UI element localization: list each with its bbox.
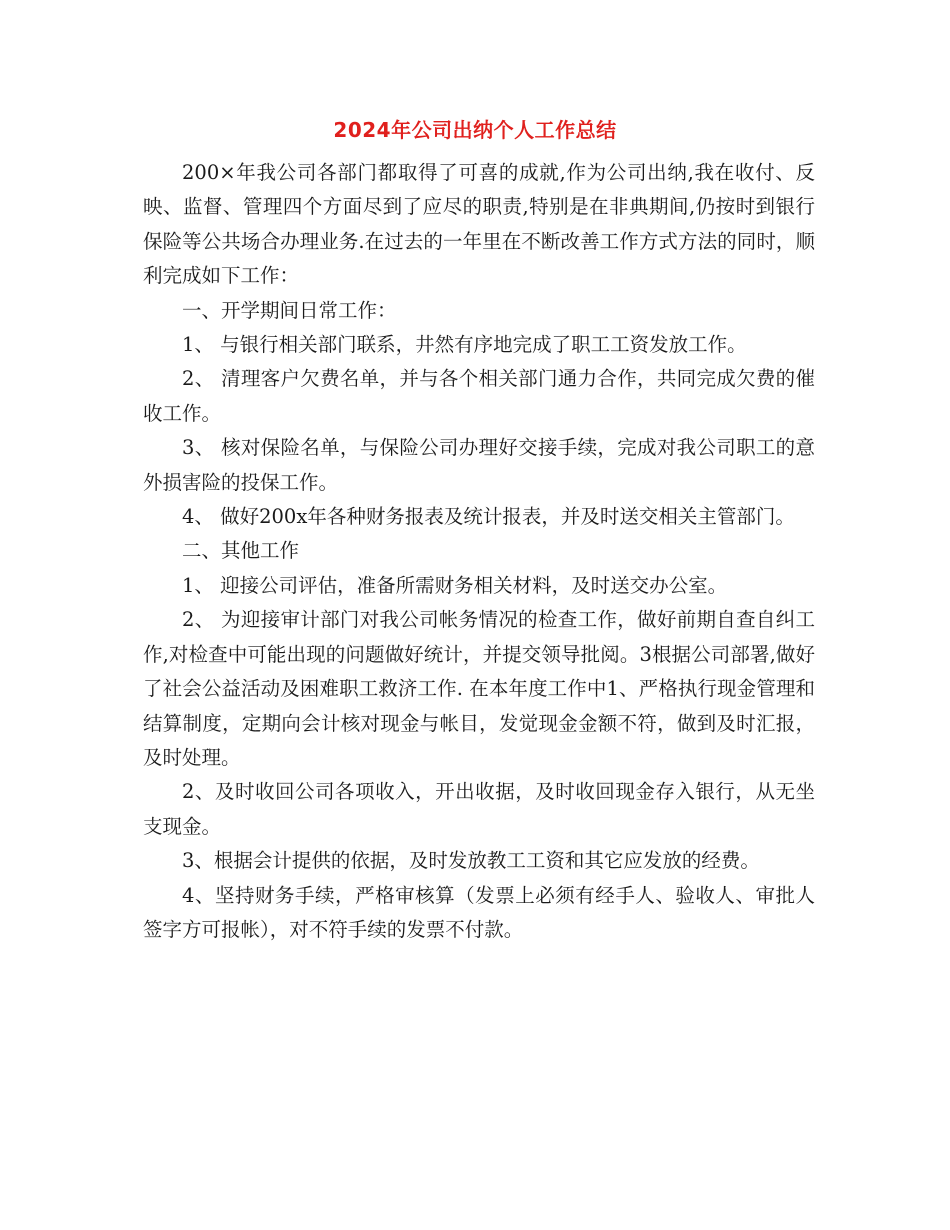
document-body <box>143 156 815 947</box>
list-item: 1、 迎接公司评估，准备所需财务相关材料，及时送交办公室。 <box>182 573 728 597</box>
list-item: 3、 核对保险名单，与保险公司办理好交接手续，完成对我公司职工的意外损害险的投保工作。 <box>143 436 815 494</box>
paragraph-intro: 200×年我公司各部门都取得了可喜的成就,作为公司出纳,我在收付、反映、监督、管理四个方面尽到了应尽的职责,特别是在非典期间,仍按时到银行保险等公共场合办理业务.在过去的一年里在不断改善工作方式方法的同时，顺利完成如下工作： <box>143 161 815 288</box>
list-item: 1、 与银行相关部门联系，井然有序地完成了职工工资发放工作。 <box>182 333 747 357</box>
section-heading-other-work: 二、其他工作 <box>182 539 300 563</box>
list-item: 4、坚持财务手续，严格审核算（发票上必须有经手人、验收人、审批人签字方可报帐），对不符手续的发票不付款。 <box>143 883 815 941</box>
list-item: 2、 清理客户欠费名单，并与各个相关部门通力合作，共同完成欠费的催收工作。 <box>143 367 815 425</box>
section-heading-daily-work: 一、开学期间日常工作： <box>182 298 397 322</box>
document-title: 2024年公司出纳个人工作总结 <box>333 118 617 142</box>
list-item: 2、及时收回公司各项收入，开出收据，及时收回现金存入银行，从无坐支现金。 <box>143 780 815 838</box>
list-item: 3、根据会计提供的依据，及时发放教工工资和其它应发放的经费。 <box>182 849 760 873</box>
list-item: 2、 为迎接审计部门对我公司帐务情况的检查工作，做好前期自查自纠工作,对检查中可能出现的问题做好统计，并提交领导批阅。3根据公司部署,做好了社会公益活动及困难职工救济工作. 在本年度工作中1、严格执行现金管理和结算制度，定期向会计核对现金与帐目，发觉现金金额不符，做到及时汇报，及时处理。 <box>143 608 815 769</box>
list-item: 4、 做好200x年各种财务报表及统计报表，并及时送交相关主管部门。 <box>182 505 795 529</box>
